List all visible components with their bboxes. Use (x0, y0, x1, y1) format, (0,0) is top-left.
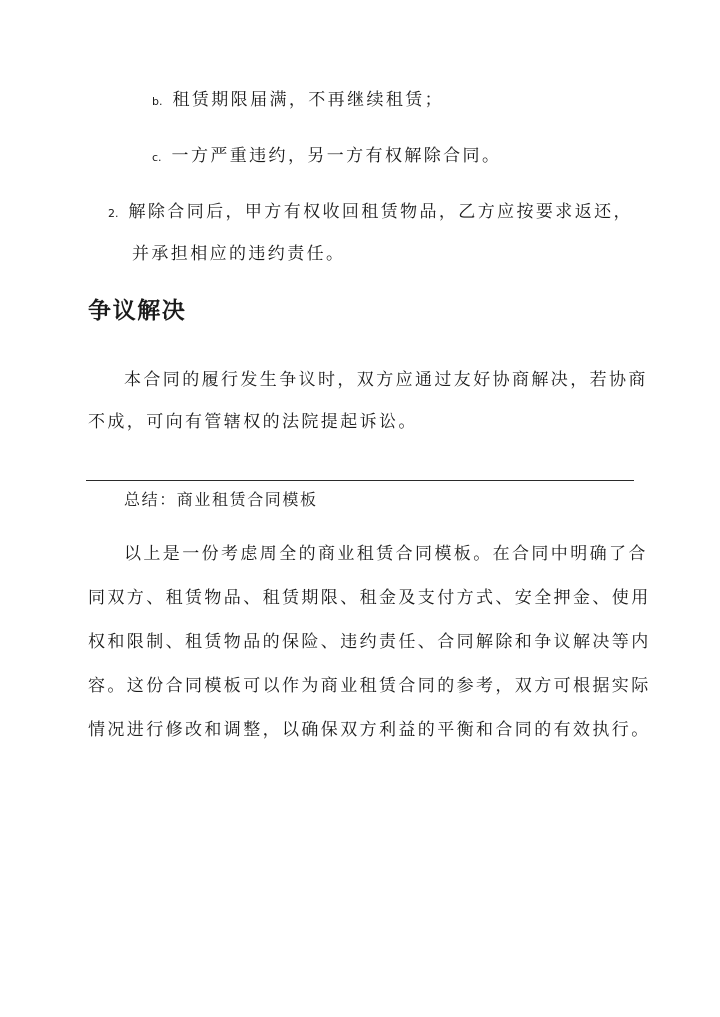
paragraph-line: 不成，可向有管辖权的法院提起诉讼。 (88, 412, 418, 432)
paragraph-line: 本合同的履行发生争议时，双方应通过友好协商解决，若协商 (124, 370, 648, 390)
list-item-b (152, 88, 444, 114)
paragraph-line: 同双方、租赁物品、租赁期限、租金及支付方式、安全押金、使用 (88, 588, 651, 608)
list-item-c (152, 144, 501, 170)
section-heading-dispute: 争议解决 (88, 298, 187, 324)
summary-title: 总结：商业租赁合同模板 (124, 490, 318, 509)
list-item-text: 租赁期限届满，不再继续租赁； (172, 90, 445, 110)
clause-text: 解除合同后，甲方有权收回租赁物品，乙方应按要求返还， (128, 202, 633, 222)
paragraph-line: 以上是一份考虑周全的商业租赁合同模板。在合同中明确了合 (124, 544, 648, 564)
paragraph-line: 权和限制、租赁物品的保险、违约责任、合同解除和争议解决等内 (88, 632, 651, 652)
list-item-text: 一方严重违约，另一方有权解除合同。 (171, 146, 502, 166)
horizontal-divider (86, 480, 634, 481)
paragraph-line: 情况进行修改和调整，以确保双方利益的平衡和合同的有效执行。 (88, 720, 651, 740)
list-marker: b. (152, 95, 163, 108)
paragraph-line: 容。这份合同模板可以作为商业租赁合同的参考，双方可根据实际 (88, 676, 651, 696)
clause-2-line-2: 并承担相应的违约责任。 (132, 244, 346, 264)
list-marker: c. (152, 151, 162, 164)
clause-2-line-1 (108, 200, 633, 226)
list-marker: 2. (108, 207, 119, 220)
